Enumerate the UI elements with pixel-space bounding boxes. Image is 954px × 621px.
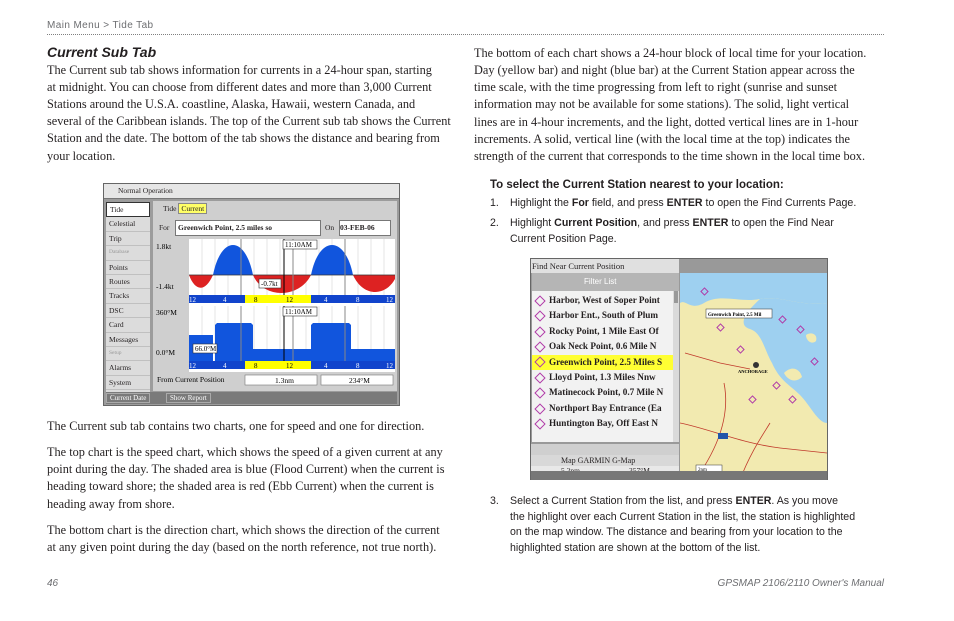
- current-station-icon: [534, 357, 545, 368]
- scrollbar-thumb[interactable]: [674, 291, 678, 303]
- menu-item-trip[interactable]: Trip: [106, 232, 150, 246]
- current-date-softkey[interactable]: Current Date: [106, 393, 150, 403]
- screen-title: Find Near Current Position: [532, 261, 625, 271]
- station-item[interactable]: [532, 416, 673, 431]
- menu-item-points[interactable]: Points: [106, 261, 150, 275]
- step-number: 1.: [490, 197, 499, 209]
- text-line: The bottom chart is the direction chart, which shows the direction of the current: [47, 523, 440, 537]
- menu-item-alarms[interactable]: Alarms: [106, 361, 150, 375]
- tick-label: 8: [356, 362, 360, 370]
- tick-label: 12: [286, 296, 293, 304]
- tick-label: 12: [189, 362, 196, 370]
- tick-label: 12: [386, 296, 393, 304]
- tick-label: 8: [254, 296, 258, 304]
- step-text: , and press: [637, 217, 693, 229]
- station-item[interactable]: [532, 308, 673, 323]
- text-line: at any given point during the day (based on the north reference, not true north).: [47, 540, 437, 554]
- from-current-position-label: From Current Position: [157, 375, 225, 384]
- map-window[interactable]: [680, 273, 827, 480]
- station-item[interactable]: [532, 324, 673, 339]
- text-line: lines are in 4-hour increments, and the light, dotted vertical lines are in 1-hour: [474, 115, 859, 129]
- menu-item-card[interactable]: Card: [106, 318, 150, 332]
- current-station-icon: [534, 418, 545, 429]
- time-box-label: 11:10AM: [285, 241, 312, 249]
- menu-item-tracks[interactable]: Tracks: [106, 289, 150, 303]
- text-line: point during the day. The shaded area is blue (Flood Current) when the current is: [47, 462, 445, 476]
- text-line: Station and the date. The bottom of the tab shows the distance and bearing from: [47, 131, 440, 145]
- station-name: Oak Neck Point, 0.6 Mile N: [549, 341, 657, 352]
- speed-min-label: -1.4kt: [156, 282, 174, 291]
- direction-readout: 66.0°M: [195, 345, 217, 353]
- tick-label: 8: [356, 296, 360, 304]
- footer-gap: [531, 444, 679, 455]
- current-station-icon: [534, 403, 545, 414]
- current-panel: [153, 201, 397, 391]
- date-field[interactable]: 03-FEB-06: [339, 220, 391, 236]
- menu-item-messages[interactable]: Messages: [106, 333, 150, 347]
- bearing-value: 234°M: [349, 376, 370, 385]
- step-keyword: Current Position: [554, 217, 638, 229]
- breadcrumb: Main Menu > Tide Tab: [47, 20, 154, 31]
- tick-label: 12: [286, 362, 293, 370]
- menu-item-dsc[interactable]: DSC: [106, 304, 150, 318]
- menu-item-system[interactable]: System: [106, 376, 150, 390]
- station-name: Huntington Bay, Off East N: [549, 418, 658, 429]
- text-line: heading toward shore; the shaded area is red (Ebb Current) when the current is: [47, 479, 434, 493]
- for-label: For: [159, 223, 170, 232]
- step-3: [490, 494, 890, 558]
- step-text: Highlight the: [510, 197, 572, 209]
- step-number: 2.: [490, 217, 499, 229]
- station-item[interactable]: [532, 370, 673, 385]
- manual-title: GPSMAP 2106/2110 Owner's Manual: [717, 578, 884, 589]
- current-station-icon: [534, 295, 545, 306]
- direction-block: [253, 349, 311, 361]
- direction-block: [215, 323, 253, 361]
- map-place-label: ANCHORAGE: [738, 369, 768, 374]
- tick-label: 8: [254, 362, 258, 370]
- step-text: the highlight over each Current Station in the list, the station is highlighted: [510, 510, 856, 523]
- step-keyword: ENTER: [735, 495, 772, 507]
- step-keyword: ENTER: [692, 217, 729, 229]
- map-source-label: Map GARMIN G-Map: [561, 456, 636, 465]
- current-station-icon: [534, 341, 545, 352]
- text-line: time scale, with the time progressing from left to right (sunrise and sunset: [474, 80, 838, 94]
- highway-shield-icon: [718, 433, 728, 439]
- station-item[interactable]: [532, 401, 673, 416]
- page-number: 46: [47, 578, 59, 589]
- for-row: [157, 220, 391, 236]
- station-item[interactable]: [532, 293, 673, 308]
- step-number: 3.: [490, 495, 499, 507]
- station-name: Rocky Point, 1 Mile East Of: [549, 325, 659, 336]
- text-line: The top chart is the speed chart, which shows the speed of a given current at any: [47, 445, 443, 459]
- step-keyword: ENTER: [666, 197, 703, 209]
- station-name: Harbor, West of Soper Point: [549, 295, 660, 305]
- screen-title-bar: [531, 259, 679, 273]
- station-name: Northport Bay Entrance (Ea: [549, 402, 662, 413]
- map-drawing: [680, 273, 827, 480]
- step-text: Current Position Page.: [510, 232, 617, 245]
- station-name: Harbor Ent., South of Plum: [549, 310, 659, 321]
- two-charts-paragraph: The Current sub tab contains two charts, one for speed and one for direction.: [47, 419, 425, 433]
- text-line: Stations around the U.S.A. coastline, Alaska, Hawaii, western Canada, and: [47, 97, 416, 111]
- tab-current[interactable]: Current: [178, 203, 207, 214]
- softkey-bar: [531, 471, 827, 480]
- tick-label: 12: [386, 362, 393, 370]
- text-line: information may not be available for some stations). The solid, light vertical: [474, 97, 850, 111]
- current-charts: [153, 239, 397, 389]
- current-station-icon: [534, 326, 545, 337]
- tick-label: 4: [324, 362, 328, 370]
- text-line: heading away from shore.: [47, 497, 175, 511]
- water-area: [680, 273, 827, 306]
- menu-item-routes[interactable]: Routes: [106, 275, 150, 289]
- step-text: to open the Find Near: [728, 217, 834, 229]
- menu-item-database[interactable]: Database: [106, 246, 150, 260]
- text-line: The bottom of each chart shows a 24-hour block of local time for your location.: [474, 46, 867, 60]
- current-station-icon: [534, 388, 545, 399]
- menu-item-celestial[interactable]: Celestial: [106, 217, 150, 231]
- header-divider: [47, 34, 884, 35]
- softkey-bar: [106, 392, 397, 404]
- side-menu: [106, 202, 150, 392]
- current-station-icon: [534, 372, 545, 383]
- distance-value: 1.3nm: [275, 376, 294, 385]
- step-text: field, and press: [588, 197, 667, 209]
- filter-list-label: Filter List: [584, 277, 617, 286]
- on-label: On: [325, 223, 335, 232]
- station-name: Matinecock Point, 0.7 Mile N: [549, 387, 664, 398]
- sub-tabs: [163, 204, 207, 213]
- boat-position-icon: [753, 362, 759, 368]
- station-item[interactable]: [532, 339, 673, 354]
- station-name: Lloyd Point, 1.3 Miles Nnw: [549, 372, 656, 382]
- step-text: to open the Find Currents Page.: [702, 197, 857, 209]
- tick-label: 12: [189, 296, 196, 304]
- tick-label: 4: [223, 296, 227, 304]
- screen-title: Normal Operation: [118, 186, 173, 195]
- show-report-softkey[interactable]: Show Report: [166, 393, 211, 403]
- text-line: The Current sub tab shows information for currents in a 24-hour span, starting: [47, 63, 432, 77]
- step-text: highlighted station are shown at the bottom of the list.: [510, 541, 761, 554]
- direction-max-label: 360°M: [156, 308, 177, 317]
- step-text: on the map window. The distance and bearing from your location to the: [510, 526, 843, 538]
- step-text: . As you move: [771, 495, 838, 507]
- filter-list-button[interactable]: [532, 273, 679, 291]
- speed-readout: -0.7kt: [261, 280, 278, 288]
- current-tab-screenshot: [103, 183, 400, 406]
- station-item-selected[interactable]: [532, 355, 673, 370]
- tab-tide[interactable]: Tide: [163, 204, 177, 213]
- tick-label: 4: [324, 296, 328, 304]
- direction-block: [351, 349, 395, 361]
- text-line: at midnight. You can choose from different dates and more than 3,000 Current: [47, 80, 432, 94]
- step-text: Highlight: [510, 217, 555, 229]
- section-title: Current Sub Tab: [47, 44, 157, 60]
- menu-item-setup[interactable]: Setup: [106, 347, 150, 361]
- station-name: Greenwich Point, 2.5 Miles S: [549, 356, 663, 367]
- step-keyword: For: [571, 197, 589, 209]
- speed-max-label: 1.8kt: [156, 242, 172, 251]
- station-field[interactable]: Greenwich Point, 2.5 miles so: [175, 220, 321, 236]
- station-item[interactable]: [532, 385, 673, 400]
- menu-item-tide[interactable]: Tide: [106, 202, 150, 217]
- text-line: your location.: [47, 149, 116, 163]
- time-box-label: 11:10AM: [285, 308, 312, 316]
- step-text: Select a Current Station from the list, and press: [510, 495, 736, 507]
- find-near-current-screenshot: [530, 258, 828, 480]
- direction-min-label: 0.0°M: [156, 348, 176, 357]
- map-station-label: Greenwich Point, 2.5 Mil: [708, 313, 762, 318]
- text-line: strength of the current that corresponds to the time shown in the local time box.: [474, 149, 866, 163]
- procedure-heading: To select the Current Station nearest to your location:: [490, 179, 784, 191]
- station-list: [532, 291, 673, 442]
- tick-label: 4: [223, 362, 227, 370]
- text-line: Day (yellow bar) and night (blue bar) at the Current Station appear across the: [474, 63, 855, 77]
- text-line: increments. A solid, vertical line (with the local time at the top) indicates the: [474, 132, 850, 146]
- current-station-icon: [534, 311, 545, 322]
- text-line: several of the Caribbean islands. The top of the Current sub tab shows the Current: [47, 114, 451, 128]
- list-scrollbar[interactable]: [673, 291, 679, 442]
- screen-title-bar: [104, 184, 399, 199]
